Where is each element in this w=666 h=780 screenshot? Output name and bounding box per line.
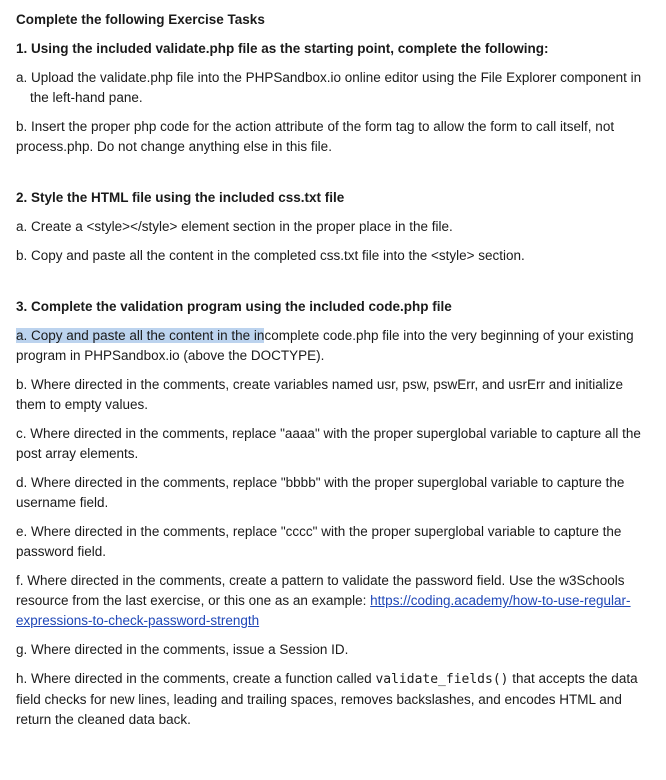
task-1b: b. Insert the proper php code for the action attribute of the form tag to allow the form to call itself, not process.php. Do not change anything else in this file. [16, 119, 615, 154]
task-3f [16, 571, 644, 631]
task-1a: a. Upload the validate.php file into the PHPSandbox.io online editor using the File Explorer component in the left-hand pane. [16, 70, 642, 105]
selected-text-prefix[interactable]: a [16, 328, 24, 343]
section-2-heading: 2. Style the HTML file using the included css.txt file [16, 190, 345, 205]
task-2b: b. Copy and paste all the content in the completed css.txt file into the <style> section. [16, 248, 525, 263]
spacer [16, 275, 644, 297]
task-3a-rest: complete code.php file into the very beginning of your existing program in PHPSandbox.io (above the DOCTYPE). [16, 328, 634, 363]
task-3h-prefix: h. Where directed in the comments, create a function called [16, 671, 376, 686]
task-3a[interactable] [16, 326, 644, 366]
section-1-heading: 1. Using the included validate.php file as the starting point, complete the following: [16, 41, 549, 56]
document-page [16, 10, 644, 739]
task-3g: g. Where directed in the comments, issue a Session ID. [16, 642, 349, 657]
task-2a: a. Create a <style></style> element section in the proper place in the file. [16, 219, 453, 234]
function-name-code: validate_fields() [375, 672, 509, 687]
task-3h [16, 669, 644, 730]
task-3h-suffix: that accepts the data field checks for new lines, leading and trailing spaces, removes backslashes, and encodes HTML and return the cleaned data back. [16, 671, 638, 727]
task-3d: d. Where directed in the comments, replace "bbbb" with the proper superglobal variable to capture the username field. [16, 475, 625, 510]
regex-resource-link[interactable]: https://coding.academy/how-to-use-regular-expressions-to-check-password-strength [16, 593, 631, 628]
section-3-heading: 3. Complete the validation program using the included code.php file [16, 299, 452, 314]
task-3c: c. Where directed in the comments, replace "aaaa" with the proper superglobal variable to capture all the post array elements. [16, 426, 641, 461]
spacer [16, 166, 644, 188]
document-title: Complete the following Exercise Tasks [16, 12, 265, 27]
task-3f-text: f. Where directed in the comments, create a pattern to validate the password field. Use the w3Schools resource from the last exercise, or this one as an example: [16, 573, 625, 608]
task-3b: b. Where directed in the comments, create variables named usr, psw, pswErr, and usrErr and initialize them to empty values. [16, 377, 624, 412]
selected-text[interactable]: . Copy and paste all the content in the in [23, 328, 265, 343]
task-3e: e. Where directed in the comments, replace "cccc" with the proper superglobal variable to capture the password field. [16, 524, 622, 559]
